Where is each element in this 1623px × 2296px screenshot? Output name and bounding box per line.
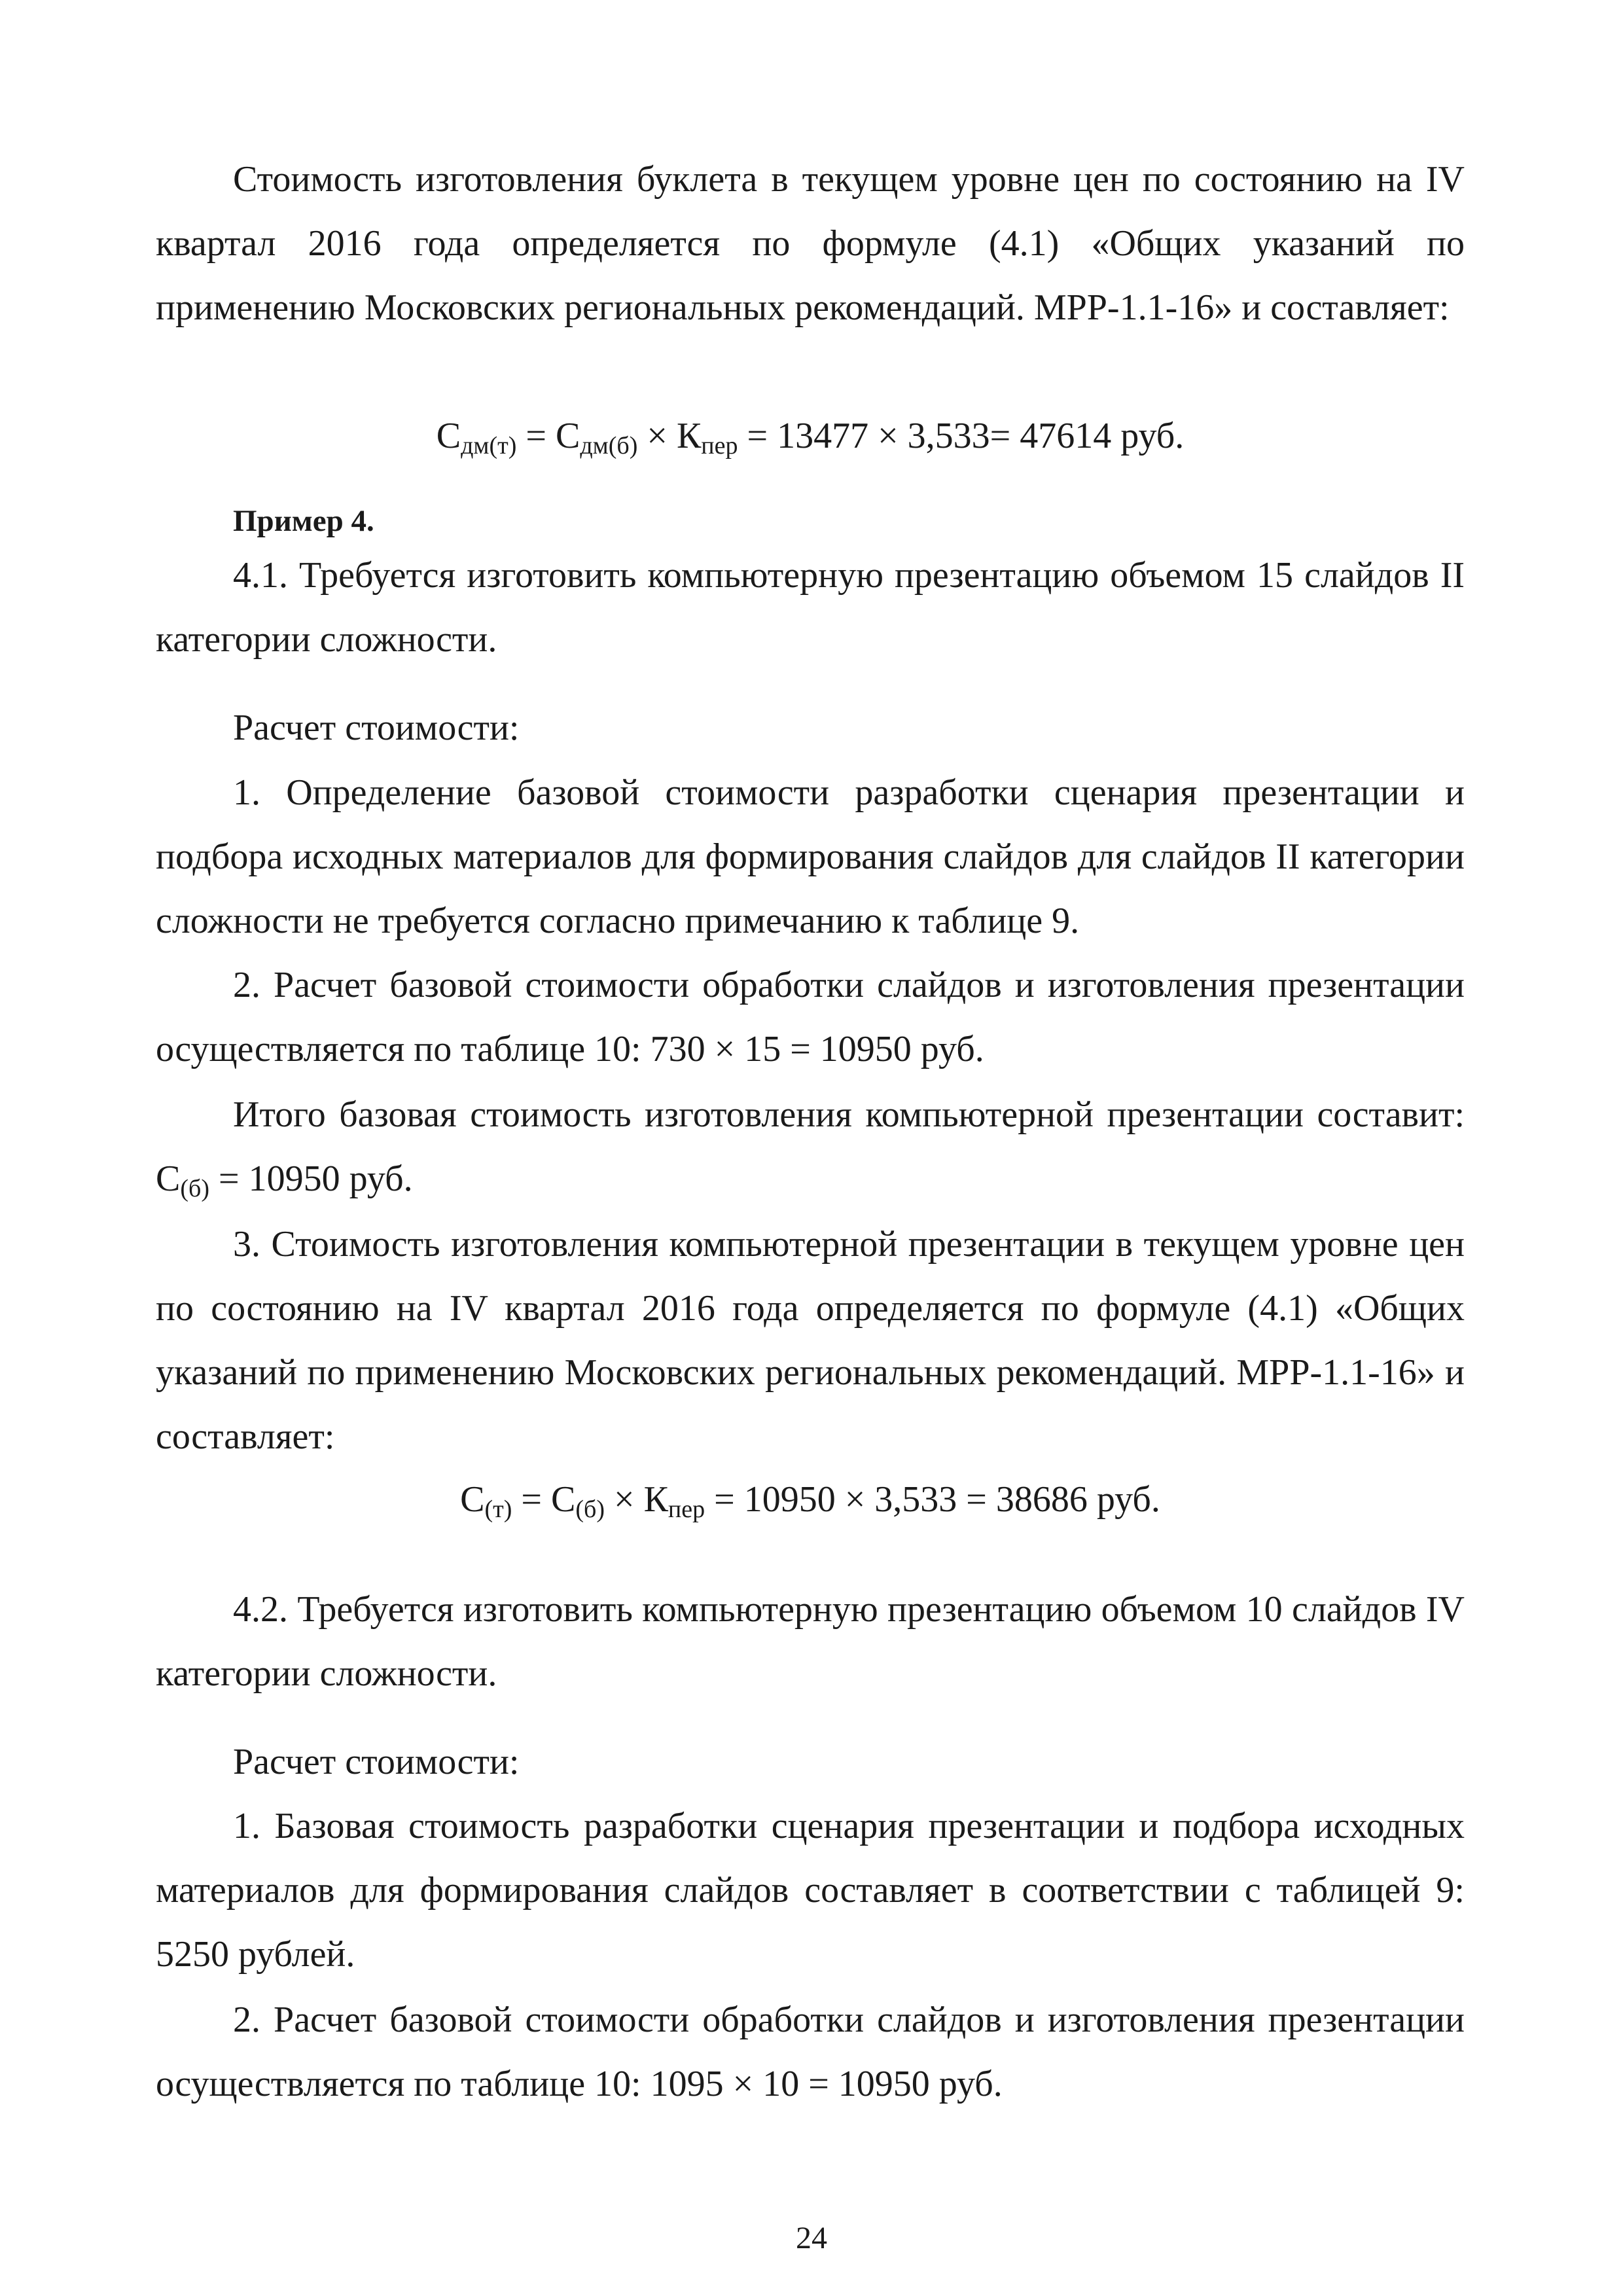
formula-symbol: С [460,1479,485,1520]
formula-symbol: = С [516,416,580,456]
heading-text: Пример 4. [233,504,374,538]
paragraph-text: = 10950 руб. [209,1158,413,1199]
formula-subscript: пер [701,432,738,459]
paragraph-step-3 [156,1212,1465,1469]
paragraph-booklet-cost [156,147,1465,340]
formula-symbol: = С [512,1479,576,1520]
paragraph-task-4-1 [156,543,1465,672]
paragraph-task-4-2 [156,1577,1465,1706]
paragraph-calc-heading-1 [156,696,1465,760]
paragraph-step-2 [156,953,1465,1081]
formula-subscript: пер [668,1496,705,1523]
paragraph-step-1b [156,1794,1465,1986]
formula-subscript: дм(т) [461,432,517,459]
paragraph-step-2b [156,1988,1465,2116]
formula-subscript: (б) [575,1496,605,1523]
paragraph-text: 1. Определение базовой стоимости разработки сценария презентации и подбора исходных материалов для формирования слайдов для слайдов II категории сложности не требуется согласно примечанию к таблице 9. [156,772,1465,941]
formula-symbol: × К [604,1479,668,1520]
paragraph-total-base [156,1083,1465,1211]
paragraph-text: Стоимость изготовления буклета в текущем уровне цен по состоянию на IV квартал 2016 года определяется по формуле (4.1) «Общих указаний по применению Московских региональных рекомендаций. МРР-1.1-16» и составляет: [156,159,1465,328]
paragraph-text: 2. Расчет базовой стоимости обработки слайдов и изготовления презентации осуществляется по таблице 10: 730 × 15 = 10950 руб. [156,965,1465,1069]
paragraph-text: 3. Стоимость изготовления компьютерной презентации в текущем уровне цен по состоянию на IV квартал 2016 года определяется по формуле (4.1) «Общих указаний по применению Московских региональных рекомендаций. МРР-1.1-16» и составляет: [156,1224,1465,1457]
paragraph-text: 2. Расчет базовой стоимости обработки слайдов и изготовления презентации осуществляется по таблице 10: 1095 × 10 = 10950 руб. [156,2000,1465,2104]
formula-subscript: дм(б) [580,432,638,459]
formula-subscript: (т) [484,1496,512,1523]
paragraph-text: 4.1. Требуется изготовить компьютерную презентацию объемом 15 слайдов II категории сложности. [156,555,1465,660]
formula-booklet-cost [156,404,1465,468]
paragraph-text: Расчет стоимости: [233,1742,520,1782]
paragraph-text: Расчет стоимости: [233,708,520,748]
formula-result: = 13477 × 3,533= 47614 руб. [738,416,1185,456]
formula-symbol: × К [637,416,702,456]
formula-presentation-cost [156,1467,1465,1532]
paragraph-step-1 [156,761,1465,953]
paragraph-text: Итого базовая стоимость изготовления компьютерной презентации составит: С [156,1094,1465,1199]
paragraph-text: 1. Базовая стоимость разработки сценария презентации и подбора исходных материалов для формирования слайдов составляет в соответствии с таблицей 9: 5250 рублей. [156,1806,1465,1975]
paragraph-calc-heading-2 [156,1730,1465,1794]
formula-symbol: С [436,416,461,456]
formula-subscript: (б) [180,1175,210,1202]
formula-result: = 10950 × 3,533 = 38686 руб. [705,1479,1160,1520]
page-number: 24 [796,2221,827,2255]
paragraph-text: 4.2. Требуется изготовить компьютерную презентацию объемом 10 слайдов IV категории сложности. [156,1589,1465,1694]
